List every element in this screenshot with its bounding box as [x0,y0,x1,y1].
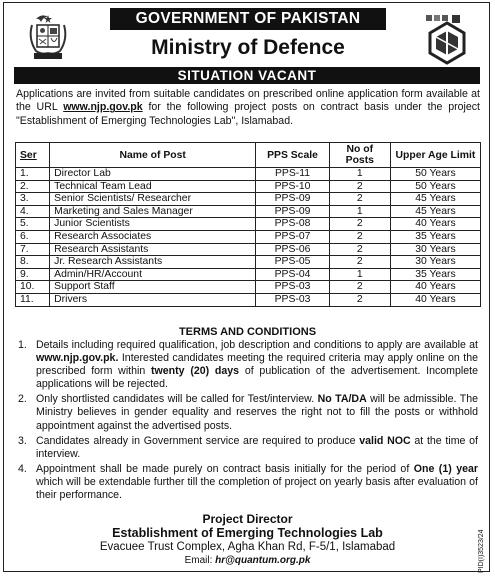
term-number: 4. [18,462,27,475]
footer-role: Project Director [202,512,293,526]
table-header-row [16,143,481,168]
term-text: Only shortlisted candidates will be called for Test/interview. [36,393,318,406]
term-item [16,435,478,461]
cell-pps: PPS-09 [256,205,330,218]
term-text: Candidates already in Government service are required to produce [36,434,360,447]
header-pps: PPS Scale [256,143,330,168]
cell-age-limit: 50 Years [390,180,480,193]
email-label: Email: [184,555,216,566]
cell-age-limit: 45 Years [390,205,480,218]
cell-no-of-posts: 2 [329,243,390,256]
table-row [16,205,481,218]
cell-ser: 9. [16,268,50,281]
cell-post-name: Admin/HR/Account [50,268,256,281]
cell-age-limit: 50 Years [390,168,480,181]
cell-age-limit: 40 Years [390,218,480,231]
footer-address: Evacuee Trust Complex, Agha Khan Rd, F-5/1, Islamabad [99,541,396,553]
term-text: at the time of interview. [36,434,478,460]
cell-ser: 10. [16,281,50,294]
table-row [16,218,481,231]
terms-list [16,339,478,504]
cell-no-of-posts: 2 [329,180,390,193]
term-text: of publication of the advertisement. Incomplete applications will be rejected. [36,365,478,391]
cell-post-name: Marketing and Sales Manager [50,205,256,218]
project-logo-icon [422,11,472,67]
cell-ser: 5. [16,218,50,231]
cell-pps: PPS-03 [256,293,330,306]
cell-pps: PPS-07 [256,230,330,243]
pid-number: PID(I)3523/24 [478,529,485,573]
term-number: 2. [18,393,27,406]
term-item [16,463,478,502]
intro-paragraph [16,88,480,128]
footer-organization: Establishment of Emerging Technologies Lab [112,526,383,540]
term-emphasis: One (1) year [413,462,478,475]
table-row [16,256,481,269]
header-no-of-posts: No of Posts [329,143,390,168]
government-banner: GOVERNMENT OF PAKISTAN [110,8,386,30]
header-name: Name of Post [50,143,256,168]
term-text: Appointment shall be made purely on contract basis initially for the period of [36,462,414,475]
advertisement-page [3,2,490,572]
cell-age-limit: 40 Years [390,281,480,294]
application-url-link[interactable]: www.njp.gov.pk [63,101,143,114]
cell-post-name: Director Lab [50,168,256,181]
cell-post-name: Junior Scientists [50,218,256,231]
cell-pps: PPS-05 [256,256,330,269]
cell-no-of-posts: 2 [329,281,390,294]
cell-pps: PPS-09 [256,193,330,206]
table-row [16,281,481,294]
cell-pps: PPS-04 [256,268,330,281]
term-number: 3. [18,434,27,447]
term-emphasis: valid NOC [359,434,411,447]
term-url[interactable]: www.njp.gov.pk. [36,352,119,365]
table-row [16,168,481,181]
term-item [16,339,478,391]
cell-no-of-posts: 2 [329,293,390,306]
table-row [16,193,481,206]
term-text: will be admissible. The Ministry believes in gender equality and reserves the right not to fill the posts or withhold appointment against the advertised posts. [36,393,478,432]
cell-age-limit: 40 Years [390,293,480,306]
cell-post-name: Jr. Research Assistants [50,256,256,269]
cell-pps: PPS-08 [256,218,330,231]
cell-pps: PPS-11 [256,168,330,181]
email-link[interactable]: hr@quantum.org.pk [215,555,311,566]
footer-email-line [4,554,491,567]
cell-age-limit: 35 Years [390,230,480,243]
cell-ser: 8. [16,256,50,269]
intro-text-2: for the following project posts on contract basis under the project "Establishment of Emerging Technologies Lab", Islamabad. [16,101,480,127]
cell-age-limit: 45 Years [390,193,480,206]
cell-ser: 1. [16,168,50,181]
advertiser-footer [4,513,491,567]
term-number: 1. [18,339,27,351]
situation-vacant-banner: SITUATION VACANT [14,67,480,84]
cell-no-of-posts: 1 [329,268,390,281]
cell-pps: PPS-03 [256,281,330,294]
cell-post-name: Research Assistants [50,243,256,256]
cell-no-of-posts: 2 [329,218,390,231]
cell-ser: 11. [16,293,50,306]
term-item [16,393,478,432]
table-row [16,268,481,281]
cell-age-limit: 35 Years [390,268,480,281]
cell-ser: 7. [16,243,50,256]
cell-ser: 6. [16,230,50,243]
term-text: Details including required qualification, job description and conditions to apply are available at [36,339,478,351]
state-emblem-icon [26,11,70,63]
cell-post-name: Technical Team Lead [50,180,256,193]
term-text: Interested candidates meeting the required criteria may apply online on the prescribed form within [36,352,478,378]
cell-post-name: Research Associates [50,230,256,243]
table-row [16,293,481,306]
cell-ser: 4. [16,205,50,218]
cell-no-of-posts: 1 [329,168,390,181]
cell-pps: PPS-06 [256,243,330,256]
cell-post-name: Drivers [50,293,256,306]
cell-no-of-posts: 2 [329,230,390,243]
header-ser: Ser [16,143,50,168]
cell-age-limit: 30 Years [390,256,480,269]
cell-ser: 3. [16,193,50,206]
cell-no-of-posts: 2 [329,193,390,206]
intro-text-1: Applications are invited from suitable candidates on prescribed online application form available at the URL [16,88,480,114]
cell-post-name: Support Staff [50,281,256,294]
cell-age-limit: 30 Years [390,243,480,256]
cell-pps: PPS-10 [256,180,330,193]
table-row [16,230,481,243]
term-emphasis: No TA/DA [317,393,367,406]
cell-no-of-posts: 2 [329,256,390,269]
cell-post-name: Senior Scientists/ Researcher [50,193,256,206]
header-age-limit: Upper Age Limit [390,143,480,168]
term-emphasis: twenty (20) days [151,365,240,378]
terms-title: TERMS AND CONDITIONS [178,326,317,338]
cell-no-of-posts: 1 [329,205,390,218]
posts-table [15,142,481,307]
table-row [16,243,481,256]
table-row [16,180,481,193]
cell-ser: 2. [16,180,50,193]
term-text: which will be extendable further till the completion of project on yearly basis after evaluation of their performance. [36,475,478,502]
ministry-title: Ministry of Defence [151,36,345,59]
